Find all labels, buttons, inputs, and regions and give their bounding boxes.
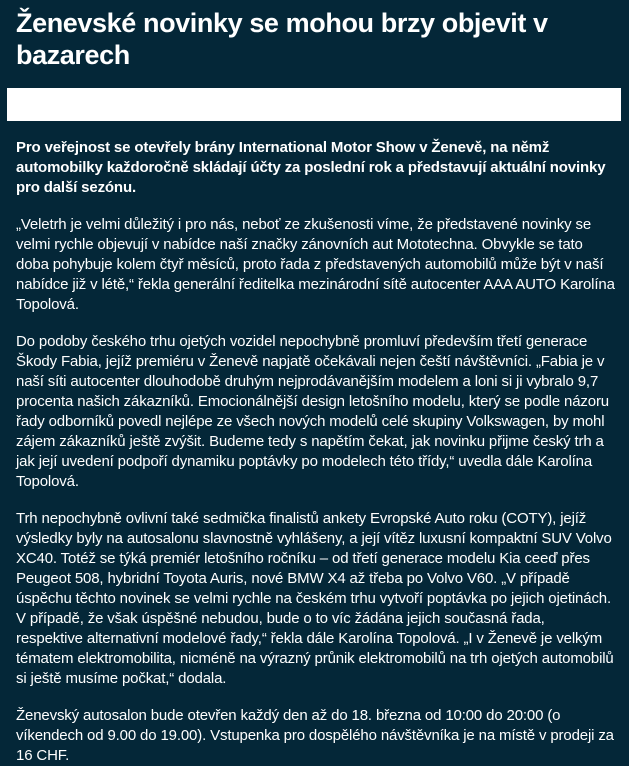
article-paragraph-opening-hours: Ženevský autosalon bude otevřen každý den až do 18. března od 10:00 do 20:00 (o víkendech od 9.00 do 19.00). Vstupenka pro dospělého návštěvníka je na místě v prodeji za 16 CHF. — [16, 707, 614, 764]
media-placeholder-bar — [7, 88, 621, 121]
article-paragraph-quote-veletrh: „Veletrh je velmi důležitý i pro nás, neboť ze zkušenosti víme, že představené novinky se velmi rychle objevují v nabídce naší značky zánovních aut Mototechna. Obvykle se tato doba pohybuje kolem čtyř měsíců, proto řada z představených automobilů může být v naší nabídce již v létě,“ řekla generální ředitelka mezinárodní sítě autocenter AAA AUTO Karolína Topolová. — [16, 216, 615, 313]
article-paragraph-skoda-fabia: Do podoby českého trhu ojetých vozidel nepochybně promluví především třetí generace Škody Fabia, jejíž premiéru v Ženevě napjatě očekávali nejen čeští návštěvníci. „Fabia je v naší síti autocenter dlouhodobě druhým nejprodávanějším modelem a loni si ji vybralo 9,7 procenta našich zákazníků. Emocionálnější design letošního modelu, který se podle názoru řady odborníků povedl nejlépe ze všech nových modelů celé skupiny Volkswagen, by mohl zájem zákazníků ještě zvýšit. Budeme tedy s napětím čekat, jak novinku přijme český trh a jak její uvedení podpoří dynamiku poptávky po modelech této třídy,“ uvedla dále Karolína Topolová. — [16, 333, 609, 490]
article-lead: Pro veřejnost se otevřely brány International Motor Show v Ženevě, na němž automobilky každoročně skládají účty za poslední rok a představují aktuální novinky pro další sezónu. — [16, 139, 606, 196]
article-paragraph-coty-finalists: Trh nepochybně ovlivní také sedmička finalistů ankety Evropské Auto roku (COTY), jejíž výsledky byly na autosalonu slavnostně vyhlášeny, a její vítěz luxusní kompaktní SUV Volvo XC40. Totéž se týká premiér letošního ročníku – od třetí generace modelu Kia ceeď přes Peugeot 508, hybridní Toyota Auris, nové BMW X4 až třeba po Volvo V60. „V případě úspěchu těchto novinek se velmi rychle na českém trhu vytvoří poptávka po jejich ojetinách. V případě, že však úspěšné nebudou, bude o to víc žádána jejich současná řada, respektive alternativní modelové řady,“ řekla dále Karolína Topolová. „I v Ženevě je velkým tématem elektromobilita, nicméně na výrazný průnik elektromobilů na trh ojetých automobilů si ještě musíme počkat,“ dodala. — [16, 510, 614, 687]
article-title: Ženevské novinky se mohou brzy objevit v bazarech — [16, 8, 548, 70]
